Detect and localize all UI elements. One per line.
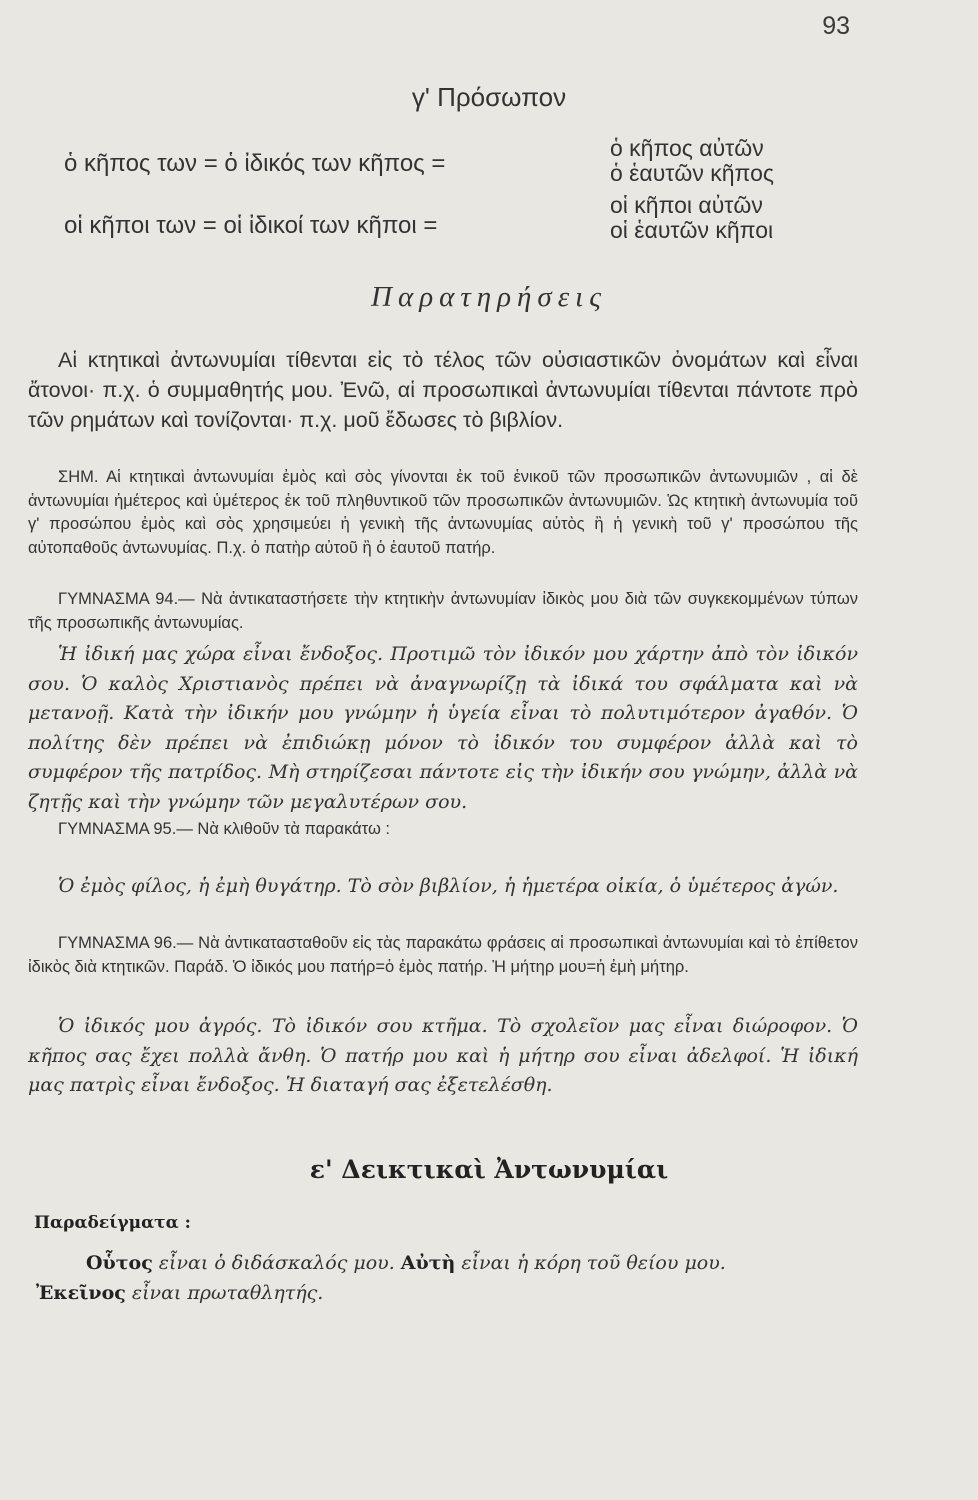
exercise-96-text: Ὁ ἰδικός μου ἀγρός. Τὸ ἰδικόν σου κτῆμα. Τὸ σχολεῖον μας εἶναι διώροφον. Ὁ κῆπος σας ἔχει πολλὰ ἄνθη. Ὁ πατήρ μου καὶ ἡ μήτηρ σου εἶναι ἀδελφοί. Ἡ ἰδική μας πατρὶς εἶναι ἔνδοξος. Ἡ διαταγή σας ἐξετελέσθη. bbox=[28, 1015, 858, 1096]
main-paragraph: Αἱ κτητικαὶ ἀντωνυμίαι τίθενται εἰς τὸ τέλος τῶν οὐσιαστικῶν ὀνομάτων καὶ εἶναι ἄτονοι· π.χ. ὁ συμμαθητής μου. Ἐνῶ, αἱ προσωπικαὶ ἀντωνυμίαι τίθενται πάντοτε πρὸ τῶν ρημάτων καὶ τονίζονται· π.χ. μοῦ ἔδωσες τὸ βιβλίον. bbox=[28, 348, 858, 432]
equation-row-1-right-b: ὁ ἑαυτῶν κῆπος bbox=[610, 160, 774, 186]
equation-row-1-left: ὁ κῆπος των = ὁ ἰδικός των κῆπος = bbox=[64, 150, 446, 177]
exercise-94-text: Ἡ ἰδική μας χώρα εἶναι ἔνδοξος. Προτιμῶ τὸν ἰδικόν μου χάρτην ἀπὸ τὸν ἰδικόν σου. Ὁ καλὸς Χριστιανὸς πρέπει νὰ ἀναγνωρίζῃ τὰ ἰδικά του σφάλματα καὶ νὰ μετανοῇ. Κατὰ τὴν ἰδικήν μου γνώμην ἡ ὑγεία εἶναι τὸ πολυτιμότερον ἀγαθόν. Ὁ πολίτης δὲν πρέπει νὰ ἐπιδιώκῃ μόνον τὸ ἰδικόν του συμφέρον ἀλλὰ καὶ τὸ συμφέρον τῆς πατρίδος. Μὴ στηρίζεσαι πάντοτε εἰς τὴν ἰδικήν σου γνώμην, ἀλλὰ νὰ ζητῇς καὶ τὴν γνώμην τῶν μεγαλυτέρων σου. bbox=[28, 643, 858, 813]
example-word-outos: Οὗτος bbox=[86, 1252, 153, 1274]
exercise-95-instruction: ΓΥΜΝΑΣΜΑ 95.— Νὰ κλιθοῦν τὰ παρακάτω : bbox=[58, 820, 390, 838]
example-line-1 bbox=[86, 1252, 726, 1274]
example-text-3: εἶναι πρωταθλητής. bbox=[125, 1282, 324, 1304]
observations-title: Παρατηρήσεις bbox=[371, 281, 607, 313]
example-word-ekeinos: Ἐκεῖνος bbox=[36, 1282, 126, 1304]
exercise-94-instruction: ΓΥΜΝΑΣΜΑ 94.— Νὰ ἀντικαταστήσετε τὴν κτητικὴν ἀντωνυμίαν ἰδικὸς μου διὰ τῶν συγκεκομμένων τύπων τῆς προσωπικῆς ἀντωνυμίας. bbox=[28, 590, 858, 632]
section-title: γ' Πρόσωπον bbox=[411, 82, 567, 112]
example-text-1: εἶναι ὁ διδάσκαλός μου. bbox=[152, 1252, 401, 1274]
equation-row-2-right-a: οἱ κῆποι αὐτῶν bbox=[610, 192, 763, 218]
equation-row-1-right-a: ὁ κῆπος αὐτῶν bbox=[610, 135, 764, 161]
example-line-2 bbox=[36, 1282, 323, 1304]
example-word-auti: Αὐτὴ bbox=[400, 1252, 456, 1274]
page-number: 93 bbox=[822, 12, 850, 40]
equation-row-2-right bbox=[610, 193, 773, 243]
equation-row-2-left: οἱ κῆποι των = οἱ ἰδικοί των κῆποι = bbox=[64, 212, 438, 239]
examples-label: Παραδείγματα : bbox=[34, 1213, 191, 1233]
equation-row-2-right-b: οἱ ἑαυτῶν κῆποι bbox=[610, 217, 774, 243]
section-heading-demonstratives: ε' Δεικτικαὶ Ἀντωνυμίαι bbox=[309, 1155, 669, 1184]
exercise-96-instruction: ΓΥΜΝΑΣΜΑ 96.— Νὰ ἀντικατασταθοῦν εἰς τὰς παρακάτω φράσεις αἱ προσωπικαὶ ἀντωνυμίαι καὶ τὸ ἐπίθετον ἰδικὸς διὰ κτητικῶν. Παράδ. Ὁ ἰδικός μου πατήρ=ὁ ἐμὸς πατήρ. Ἡ μήτηρ μου=ἡ ἐμὴ μήτηρ. bbox=[28, 934, 858, 976]
exercise-95-text: Ὁ ἐμὸς φίλος, ἡ ἐμὴ θυγάτηρ. Τὸ σὸν βιβλίον, ἡ ἡμετέρα οἰκία, ὁ ὑμέτερος ἀγών. bbox=[58, 875, 839, 897]
note-paragraph: ΣΗΜ. Αἱ κτητικαὶ ἀντωνυμίαι ἐμὸς καὶ σὸς γίνονται ἐκ τοῦ ἑνικοῦ τῶν προσωπικῶν ἀντωνυμιῶν , αἱ δὲ ἀντωνυμίαι ἡμέτερος καὶ ὑμέτερος ἐκ τοῦ πληθυντικοῦ τῶν προσωπικῶν ἀντωνυμιῶν. Ὡς κτητικὴ ἀντωνυμία τοῦ γ' προσώπου ἐμὸς καὶ σὸς χρησιμεύει ἡ γενικὴ τῆς ἀντωνυμίας αὐτὸς ἢ ἡ γενικὴ τοῦ γ' προσώπου τῆς αὐτοπαθοῦς ἀντωνυμίας. Π.χ. ὁ πατὴρ αὐτοῦ ἢ ὁ ἑαυτοῦ πατήρ. bbox=[28, 468, 858, 557]
equation-row-1-right bbox=[610, 136, 774, 186]
example-text-2: εἶναι ἡ κόρη τοῦ θείου μου. bbox=[455, 1252, 726, 1274]
